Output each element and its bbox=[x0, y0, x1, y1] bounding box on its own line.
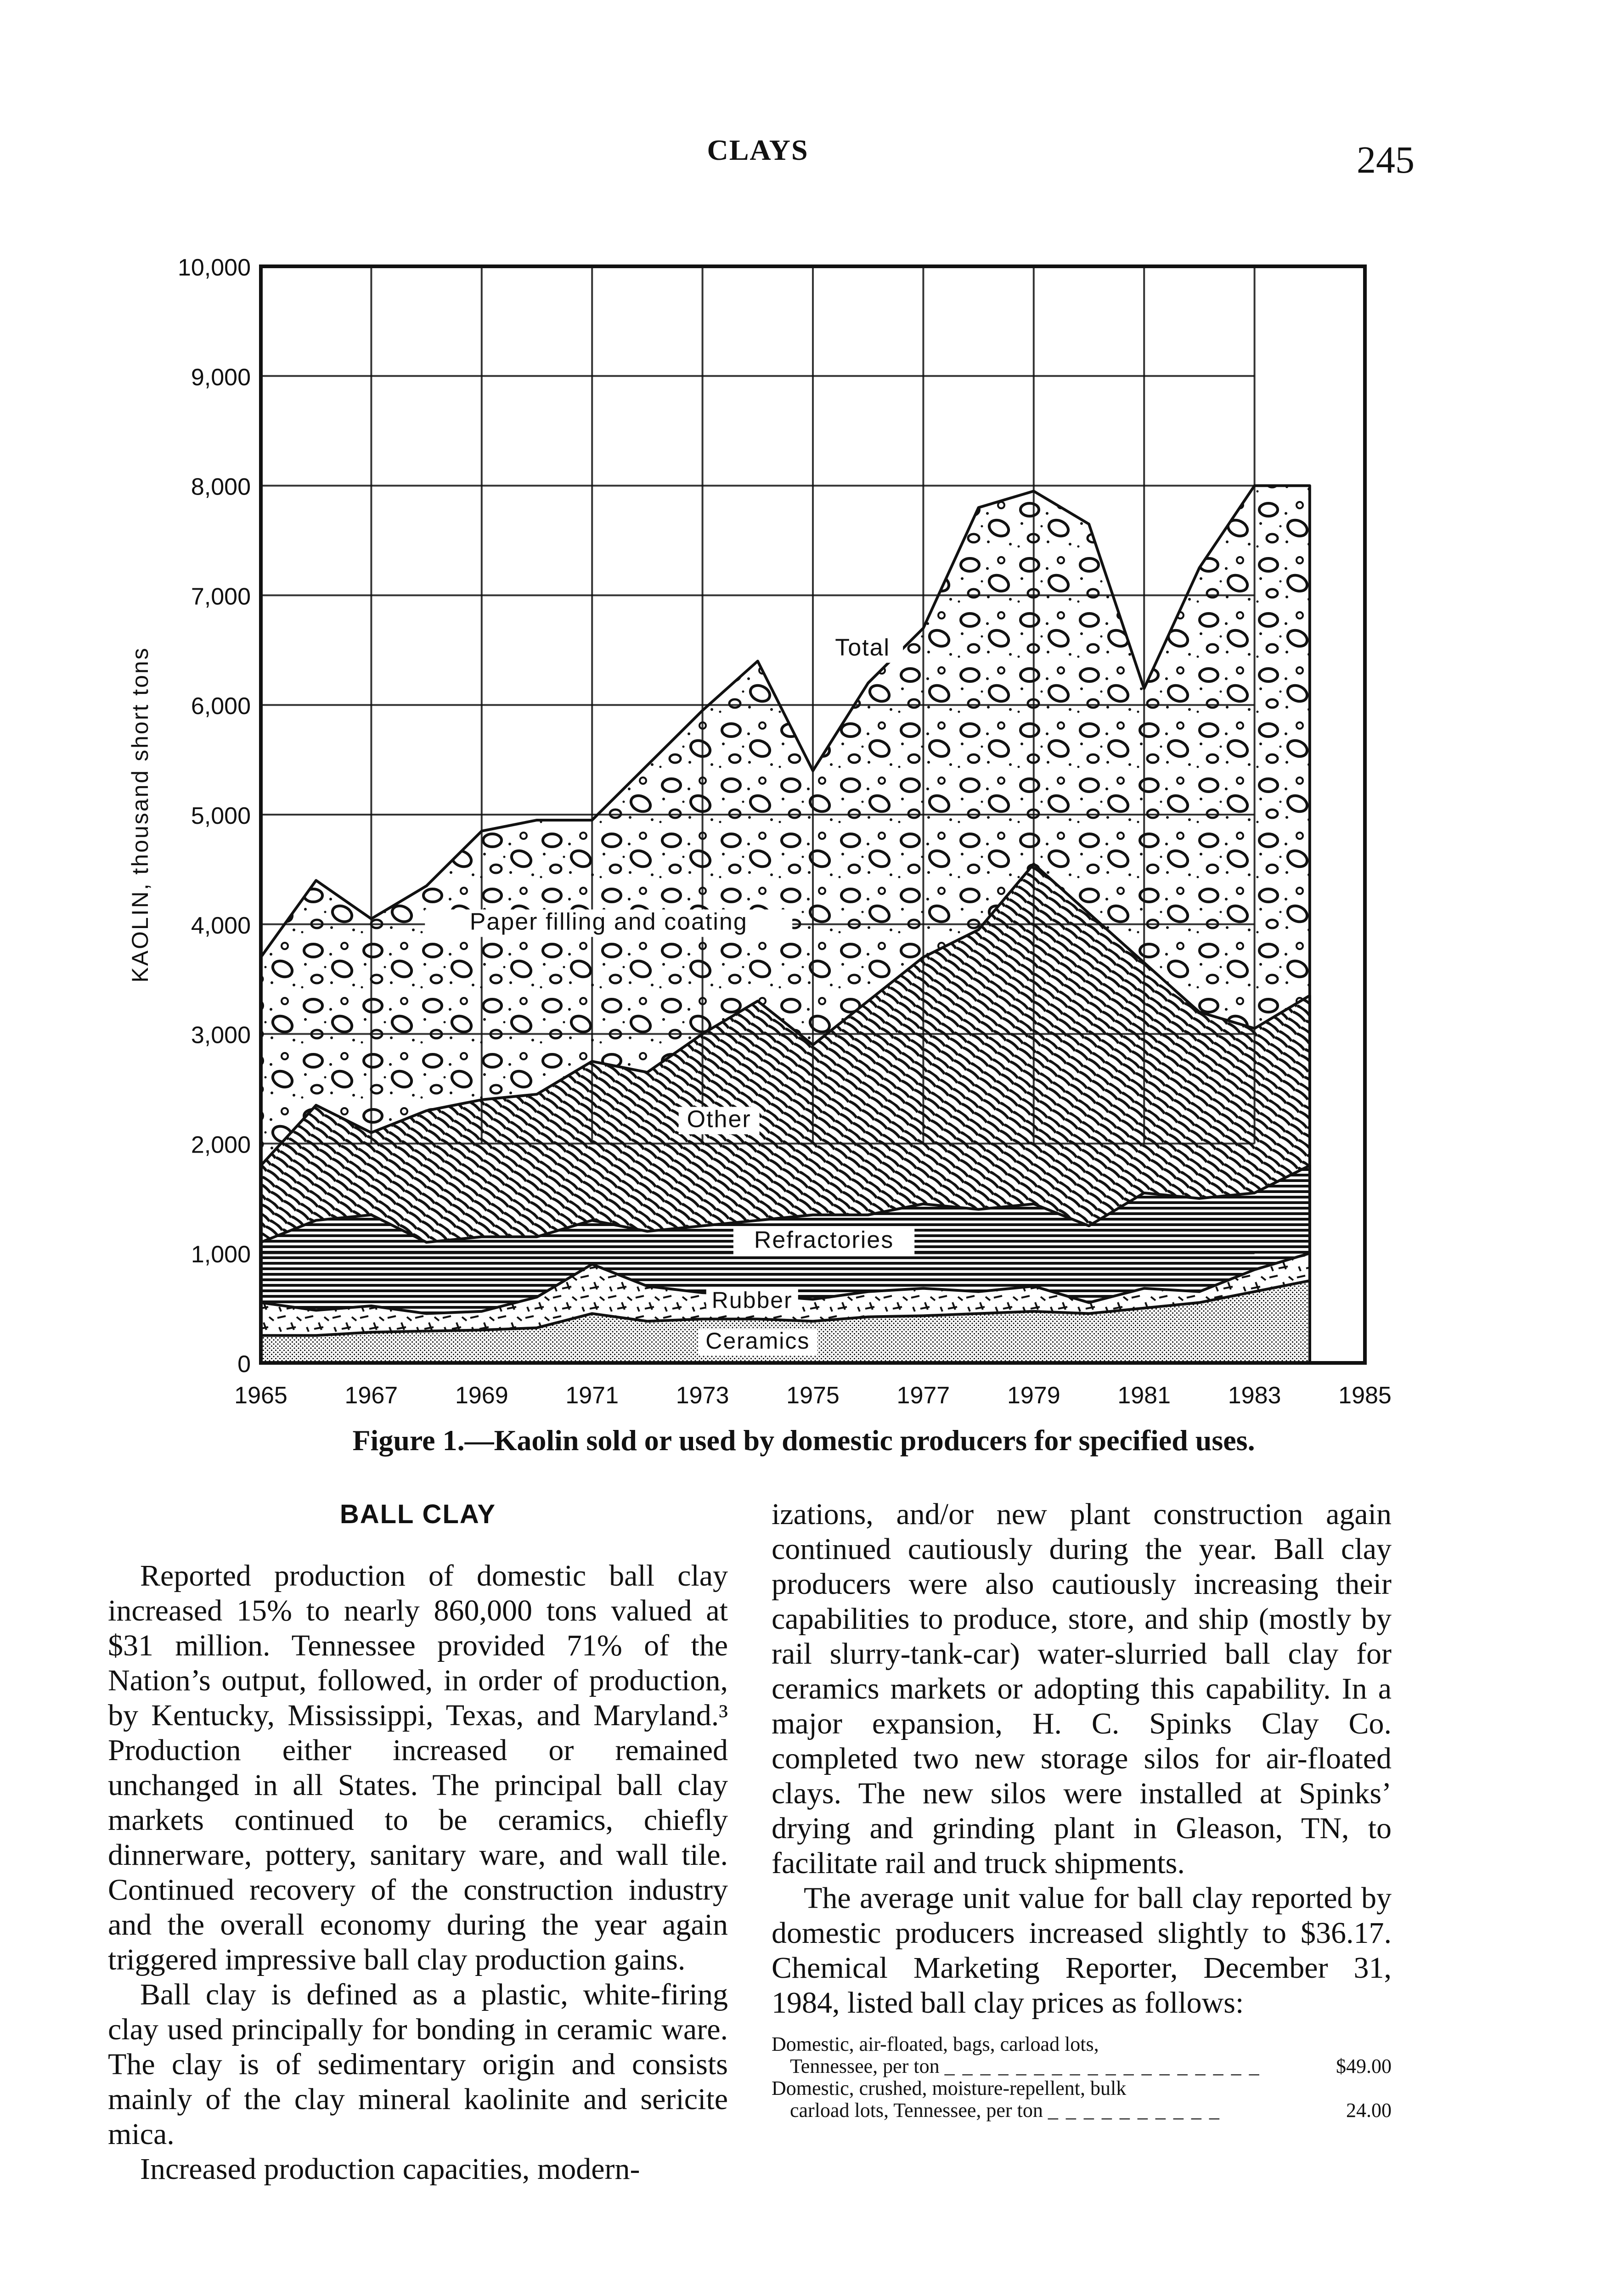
x-tick-label: 1983 bbox=[1228, 1382, 1281, 1409]
svg-text:Rubber: Rubber bbox=[711, 1287, 793, 1313]
svg-text:Other: Other bbox=[687, 1106, 751, 1133]
label-refractories bbox=[733, 1227, 914, 1255]
label-total bbox=[822, 635, 903, 663]
y-tick-label: 8,000 bbox=[191, 473, 251, 501]
price-label-line1: Domestic, crushed, moisture-repellent, bulk bbox=[772, 2077, 1127, 2099]
section-heading-ball-clay: BALL CLAY bbox=[339, 1499, 496, 1529]
paragraph: Reported production of domestic ball clay increased 15% to nearly 860,000 tons valued at $31 million. Tennessee provided 71% of the Nation’s output, followed, in order of production, by Kentucky, Mississippi, Texas, and Maryland.³ Production either increased or remained unchanged in all States. The principal ball clay markets continued to be ceramics, chiefly dinnerware, pottery, sanitary ware, and wall tile. Continued recovery of the construction industry and the overall economy during the year again triggered impressive ball clay production gains. bbox=[108, 1559, 728, 1976]
y-tick-label: 2,000 bbox=[191, 1131, 251, 1159]
x-tick-label: 1973 bbox=[676, 1382, 729, 1409]
x-tick-label: 1965 bbox=[234, 1382, 287, 1409]
paragraph: Increased production capacities, modern- bbox=[140, 2152, 640, 2186]
y-tick-label: 0 bbox=[237, 1351, 251, 1378]
paragraph: The average unit value for ball clay reported by domestic producers increased slightly to $36.17. Chemical Marketing Reporter, December 31, 1984, listed ball clay prices as follows: bbox=[772, 1881, 1392, 2020]
x-tick-label: 1979 bbox=[1007, 1382, 1060, 1409]
x-tick-label: 1975 bbox=[786, 1382, 840, 1409]
label-paper-filling bbox=[425, 909, 792, 937]
label-rubber bbox=[706, 1288, 798, 1315]
y-tick-label: 6,000 bbox=[191, 693, 251, 720]
x-tick-label: 1985 bbox=[1338, 1382, 1392, 1409]
y-axis-title: KAOLIN, thousand short tons bbox=[127, 647, 153, 983]
leader-dots: _ _ _ _ _ _ _ _ _ _ _ _ _ _ _ _ _ _ bbox=[944, 2055, 1261, 2077]
y-tick-label: 7,000 bbox=[191, 583, 251, 610]
svg-text:Refractories: Refractories bbox=[754, 1227, 894, 1254]
price-label-line2: carload lots, Tennessee, per ton bbox=[790, 2099, 1043, 2122]
price-value: $49.00 bbox=[1336, 2055, 1392, 2077]
x-tick-label: 1981 bbox=[1117, 1382, 1171, 1409]
left-column bbox=[108, 1497, 728, 2187]
paragraph: Ball clay is defined as a plastic, white-firing clay used principally for bonding in ceramic ware. The clay is of sedimentary origin and consists mainly of the clay mineral kaolinite and sericite mica. bbox=[108, 1978, 728, 2151]
y-tick-label: 3,000 bbox=[191, 1022, 251, 1049]
x-tick-label: 1977 bbox=[896, 1382, 950, 1409]
y-tick-label: 1,000 bbox=[191, 1241, 251, 1268]
x-tick-label: 1971 bbox=[565, 1382, 619, 1409]
price-table bbox=[772, 2033, 1392, 2122]
leader-dots: _ _ _ _ _ _ _ _ _ _ bbox=[1048, 2099, 1221, 2122]
svg-text:Paper filling and coating: Paper filling and coating bbox=[469, 908, 748, 935]
y-tick-label: 5,000 bbox=[191, 803, 251, 829]
page-number: 245 bbox=[1357, 139, 1415, 181]
price-value: 24.00 bbox=[1346, 2099, 1392, 2122]
price-row bbox=[772, 2077, 1392, 2122]
price-row bbox=[772, 2033, 1392, 2077]
label-ceramics bbox=[698, 1328, 817, 1356]
price-label-line2: Tennessee, per ton bbox=[790, 2055, 940, 2077]
svg-text:Ceramics: Ceramics bbox=[705, 1328, 810, 1354]
paragraph: izations, and/or new plant construction again continued cautiously during the year. Ball clay producers were also cautiously increasing their capabilities to produce, store, and ship (mostly by rail slurry-tank-car) water-slurried ball clay for ceramics markets or adopting this capability. In a major expansion, H. C. Spinks Clay Co. completed two new storage silos for air-floated clays. The new silos were installed at Spinks’ drying and grinding plant in Gleason, TN, to facilitate rail and truck shipments. bbox=[772, 1497, 1392, 1880]
y-tick-label: 4,000 bbox=[191, 912, 251, 939]
y-tick-label: 9,000 bbox=[191, 364, 251, 391]
figure-caption: Figure 1.—Kaolin sold or used by domestic producers for specified uses. bbox=[352, 1424, 1255, 1457]
x-tick-label: 1967 bbox=[344, 1382, 398, 1409]
label-other bbox=[679, 1106, 760, 1135]
price-label-line1: Domestic, air-floated, bags, carload lots, bbox=[772, 2033, 1099, 2055]
x-tick-label: 1969 bbox=[455, 1382, 508, 1409]
y-tick-label: 10,000 bbox=[177, 254, 251, 281]
running-head: CLAYS bbox=[707, 134, 809, 166]
svg-text:Total: Total bbox=[835, 634, 891, 661]
right-column bbox=[772, 1497, 1392, 2122]
